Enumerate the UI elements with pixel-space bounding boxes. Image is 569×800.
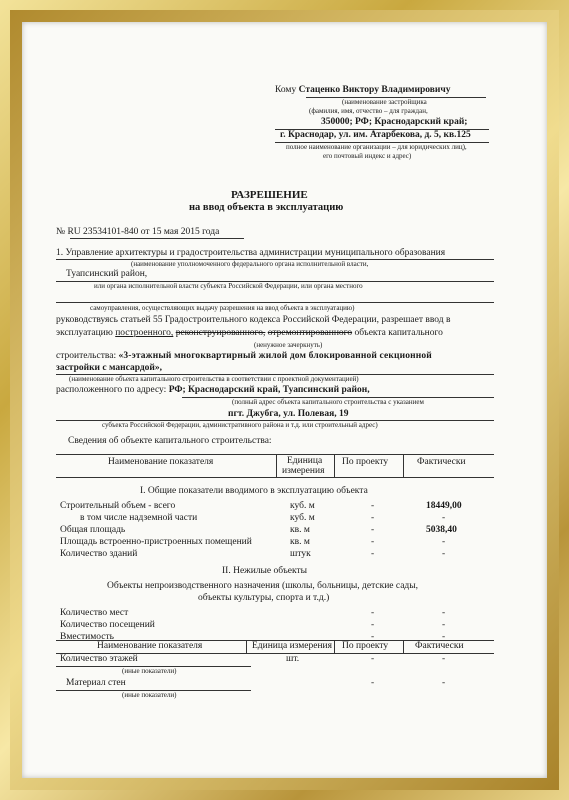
document-subtitle: на ввод объекта в эксплуатацию: [189, 202, 344, 213]
table-row-name: Вместимость: [60, 632, 114, 642]
table-row-unit: штук: [290, 549, 311, 559]
table-row-project: -: [371, 608, 375, 618]
table-line: [403, 640, 404, 653]
table-row-actual: 18449,00: [426, 501, 462, 511]
table-row-name: Материал стен: [66, 678, 126, 688]
table-line: [246, 640, 247, 653]
table-line: [334, 640, 335, 653]
basis-line-1: руководствуясь статьей 55 Градостроительного кодекса Российской Федерации, разрешает ввод в: [56, 315, 451, 325]
table-row-actual: -: [442, 537, 446, 547]
table-line: [334, 454, 335, 477]
location-2: пгт. Джубга, ул. Полевая, 19: [228, 409, 349, 419]
addressee-prefix: Кому: [275, 85, 297, 95]
object-name-2: застройки с мансардой»,: [56, 363, 163, 373]
table-row-project: -: [371, 501, 375, 511]
table-header-unit-2: измерения: [282, 466, 325, 476]
addressee-caption: (наименование застройщика: [342, 98, 427, 106]
table-row-caption: (иные показатели): [122, 691, 177, 699]
table-row-unit: куб. м: [290, 501, 315, 511]
addressee-address-caption-1: полное наименование организации – для юридических лиц),: [286, 143, 467, 151]
table-line: [56, 477, 494, 478]
table2-header-actual: Фактически: [415, 641, 464, 651]
table-row-name: Количество зданий: [60, 549, 138, 559]
option-reconstructed: реконструированного,: [175, 328, 266, 338]
location-caption-1: (полный адрес объекта капитального строительства с указанием: [232, 398, 424, 406]
object-prefix: строительства:: [56, 351, 117, 361]
section-1-title: I. Общие показатели вводимого в эксплуатацию объекта: [140, 486, 368, 496]
table-row-project: -: [371, 537, 375, 547]
addressee-address-caption-2: его почтовый индекс и адрес): [323, 152, 412, 160]
section-2-subtitle-1: Объекты непроизводственного назначения (школы, больницы, детские сады,: [107, 581, 419, 591]
basis-text-2: объекта капитального: [354, 328, 443, 338]
table-row-project: -: [371, 620, 375, 630]
table-row-unit: шт.: [286, 654, 300, 664]
table2-header-project: По проекту: [342, 641, 389, 651]
table-row-actual: -: [442, 549, 446, 559]
table-row-unit: кв. м: [290, 525, 310, 535]
table-row-project: -: [371, 654, 375, 664]
table-row-actual: -: [442, 513, 446, 523]
table-header-unit: Единица: [287, 456, 323, 466]
underline: [70, 238, 244, 239]
issuer-caption-1: (наименование уполномоченного федерального органа исполнительной власти,: [131, 260, 369, 268]
object-name-1: «3-этажный многоквартирный жилой дом блокированной секционной: [118, 351, 432, 361]
issuer-caption-3: самоуправления, осуществляющих выдачу разрешения на ввод объекта в эксплуатацию): [90, 304, 355, 312]
table-row-actual: 5038,40: [426, 525, 457, 535]
table-row-name: Количество посещений: [60, 620, 155, 630]
location-prefix: расположенного по адресу:: [56, 385, 167, 395]
object-caption: (наименование объекта капитального строительства в соответствии с проектной документацией): [69, 375, 359, 383]
location-1: РФ; Краснодарский край, Туапсинский район,: [168, 385, 370, 395]
object-line-1: [56, 352, 432, 362]
location-line-1: [56, 386, 370, 396]
table2-header-unit: Единица измерения: [252, 641, 332, 651]
addressee-address-2: г. Краснодар, ул. им. Атарбекова, д. 5, кв.125: [280, 130, 471, 140]
info-heading: Сведения об объекте капитального строительства:: [68, 436, 272, 446]
addressee-address-1: 350000; РФ; Краснодарский край;: [321, 117, 468, 127]
addressee-name-line: [275, 86, 451, 96]
table-row-caption: (иные показатели): [122, 667, 177, 675]
basis-line-2: [56, 329, 443, 339]
basis-text: эксплуатацию: [56, 328, 113, 338]
table-row-actual: -: [442, 678, 446, 688]
table-line: [276, 454, 277, 477]
table-row-project: -: [371, 632, 375, 642]
option-repaired: отремонтированного: [267, 328, 353, 338]
table-row-project: -: [371, 549, 375, 559]
document-page: [22, 22, 547, 778]
issuer-caption-2: или органа исполнительной власти субъекта Российской Федерации, или органа местного: [94, 282, 363, 290]
table-row-project: -: [371, 525, 375, 535]
table-row-name: Площадь встроенно-пристроенных помещений: [60, 537, 252, 547]
table-line: [56, 454, 494, 455]
table-row-unit: кв. м: [290, 537, 310, 547]
section-2-subtitle-2: объекты культуры, спорта и т.д.): [198, 593, 330, 603]
section-2-title: II. Нежилые объекты: [222, 566, 308, 576]
table-header-project: По проекту: [342, 457, 389, 467]
addressee-name: Стаценко Виктору Владимировичу: [298, 85, 451, 95]
table-row-name: Количество этажей: [60, 654, 138, 664]
table-row-name: Строительный объем - всего: [60, 501, 176, 511]
table-row-unit: куб. м: [290, 513, 315, 523]
table-row-name: в том числе надземной части: [80, 513, 198, 523]
table-header-actual: Фактически: [417, 457, 466, 467]
strike-caption: (ненужное зачеркнуть): [254, 341, 323, 349]
table-row-actual: -: [442, 654, 446, 664]
table-row-actual: -: [442, 620, 446, 630]
table-header-name: Наименование показателя: [108, 457, 214, 467]
table-row-actual: -: [442, 608, 446, 618]
issuer-line-1: 1. Управление архитектуры и градостроительства администрации муниципального образования: [56, 248, 446, 258]
document-title: РАЗРЕШЕНИЕ: [231, 189, 308, 201]
table-row-name: Общая площадь: [60, 525, 126, 535]
location-caption-2: субъекта Российской Федерации, административного района и т.д. или строительный адрес): [102, 421, 378, 429]
table-row-project: -: [371, 513, 375, 523]
table-row-name: Количество мест: [60, 608, 129, 618]
permit-number: № RU 23534101-840 от 15 мая 2015 года: [56, 227, 220, 237]
underline: [56, 302, 494, 303]
table-row-actual: -: [442, 632, 446, 642]
table-row-project: -: [371, 678, 375, 688]
table-line: [403, 454, 404, 477]
table2-header-name: Наименование показателя: [97, 641, 203, 651]
issuer-line-2: Туапсинский район,: [66, 269, 148, 279]
addressee-caption-2: (фамилия, имя, отчество – для граждан,: [309, 107, 428, 115]
option-built: построенного,: [115, 328, 174, 338]
